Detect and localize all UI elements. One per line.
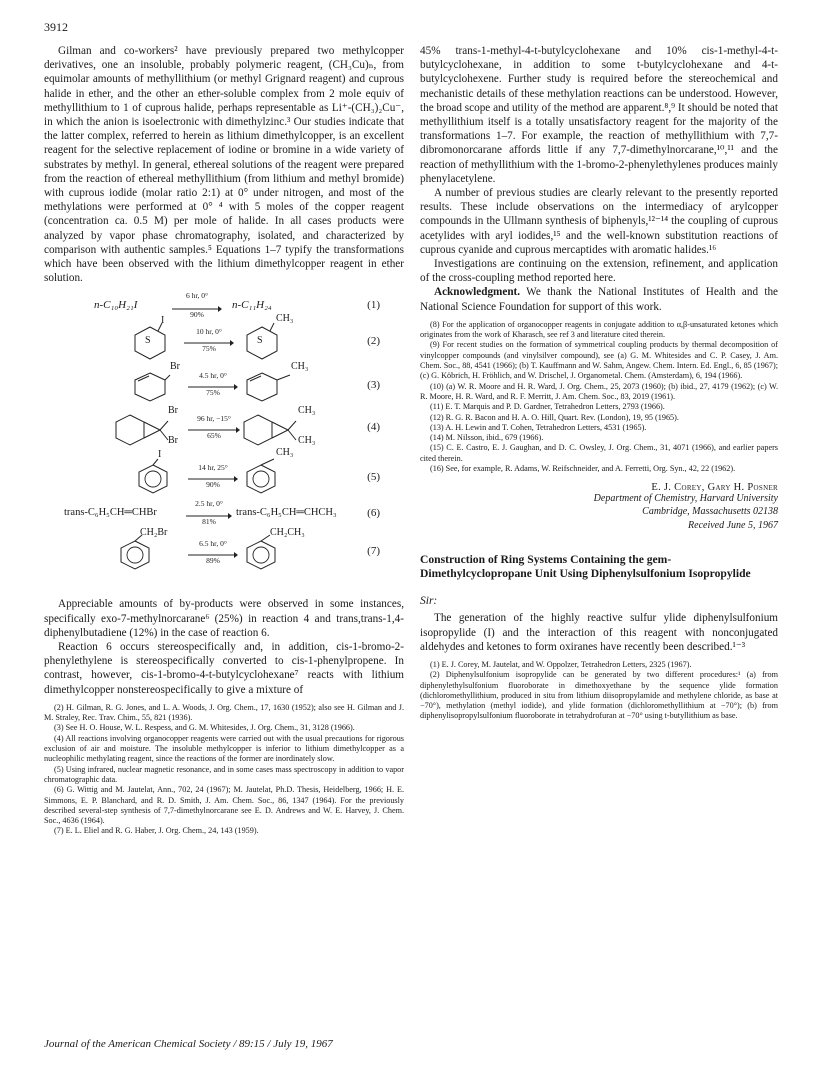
footnote: (15) C. E. Castro, E. J. Gaughan, and D. C. Owsley, J. Org. Chem., 31, 4071 (1966), and earlier papers cited therein. bbox=[420, 443, 778, 463]
eq4-product: CH₃ bbox=[298, 405, 316, 417]
eq2-product-ring-label: S bbox=[257, 335, 263, 347]
eq6-cond-bottom: 81% bbox=[202, 517, 216, 527]
communication-title: Construction of Ring Systems Containing the gem-Dimethylcyclopropane Unit Using Diphenylsulfonium Isopropylide bbox=[420, 553, 751, 581]
eq3-product: CH₃ bbox=[291, 361, 309, 373]
acknowledgment-text: We thank the National Institutes of Health and the National Science Foundation for support of this work. bbox=[420, 286, 778, 313]
eq4-cond-bottom: 65% bbox=[207, 431, 221, 441]
footnote: (5) Using infrared, nuclear magnetic resonance, and in some cases mass spectroscopy in addition to vapor chromatographic data. bbox=[44, 764, 404, 784]
footnote: (4) All reactions involving organocopper reagents were carried out with the usual precautions for rigorous exclusion of air and moisture. The insoluble methylcopper is inferior to lithium dimethylcopper as a nucleophilic methylating reagent, since the reactions of the former are inordinately slow. bbox=[44, 733, 404, 764]
eq1-cond-top: 6 hr, 0° bbox=[185, 291, 209, 301]
eq3-number: (3) bbox=[367, 379, 380, 392]
footnote: (2) Diphenylsulfonium isopropylide can be generated by two different procedures:¹ (a) from diphenylethylsulfonium fluoroborate in dimethoxyethane by the sequence ylide formation (dichloromethyllithium, produced in situ from lithium diisopropylamide and methylene chloride, as base at −70°), methylation (methyl iodide), and ylide formation (dichloromethyllithium at −70°); (b) from diphenylisopropylsulfonium fluoroborate in tetrahydrofuran at −70° using t-butyllithium as base. bbox=[420, 670, 778, 721]
footnote: (16) See, for example, R. Adams, W. Reifschneider, and A. Ferretti, Org. Syn., 42, 22 (1962). bbox=[430, 464, 736, 474]
eq6-product: trans-C₆H₅CH═CHCH₃ bbox=[236, 507, 337, 519]
eq4-reactant: Br bbox=[168, 405, 178, 417]
body-paragraph: 45% trans-1-methyl-4-t-butylcyclohexane and 10% cis-1-methyl-4-t-butylcyclohexane, in addition to some t-butylcyclohexane and 4-t-butylcyclohexene. Further study is required before the stereochemical and mechanistic details of these methylation reactions can be understood. However, the broad scope and utility of the method are apparent.⁸,⁹ It should be noted that methyllithium itself is a totally unsatisfactory reagent for the majority of the transformations 1–7. For example, the reaction of methyllithium with 7,7-dibromonorcarane affords little if any 7,7-dimethylnorcarane,¹⁰,¹¹ and the reaction of methyllithium with the 1-bromo-2-phenylethylenes produces mainly phenylacetylene. bbox=[420, 45, 778, 185]
acknowledgment-heading: Acknowledgment. bbox=[434, 286, 521, 299]
affiliation-address: Cambridge, Massachusetts 02138 bbox=[642, 505, 778, 517]
journal-footer: Journal of the American Chemical Society / 89:15 / July 19, 1967 bbox=[44, 1038, 333, 1050]
footnote: (13) A. H. Lewin and T. Cohen, Tetrahedron Letters, 4531 (1965). bbox=[430, 422, 647, 432]
salutation: Sir: bbox=[420, 595, 438, 608]
body-paragraph: The generation of the highly reactive sulfur ylide diphenylsulfonium isopropylide (I) and the interaction of this reagent with nonconjugated aldehydes and ketones to form oxiranes have recently been described.¹⁻³ bbox=[420, 612, 778, 653]
body-paragraph: Appreciable amounts of by-products were observed in some instances, specifically exo-7-methylnorcarane⁶ (25%) in reaction 4 and trans,trans-1,4-diphenylbutadiene (12%) in the case of reaction 6. bbox=[44, 598, 404, 639]
norcarane-ring-icon bbox=[116, 413, 172, 447]
footnote: (6) G. Wittig and M. Jautelat, Ann., 702, 24 (1967); M. Jautelat, Ph.D. Thesis, Heidelberg, 1966; H. E. Simmons, E. P. Blanchard, and R. D. Smith, J. Am. Chem. Soc., 86, 1347 (1964). For the previously described several-step synthesis of 7,7-dimethylnorcarane see E. D. Andrews and W. E. Harvey, J. Chem. Soc., 4636 (1964). bbox=[44, 785, 404, 826]
eq2-cond-top: 10 hr, 0° bbox=[196, 327, 222, 337]
body-paragraph: Reaction 6 occurs stereospecifically and, in addition, cis-1-bromo-2-phenylethylene is stereospecifically converted to cis-1-phenylpropene. In contrast, however, cis-1-bromo-4-t-butylcyclohexane⁷ reacts with lithium dimethylcopper nonstereospecifically to give a mixture of bbox=[44, 641, 404, 696]
eq5-cond-bottom: 90% bbox=[206, 480, 220, 490]
footnote: (7) E. L. Eliel and R. G. Haber, J. Org. Chem., 24, 143 (1959). bbox=[54, 826, 259, 836]
acknowledgment bbox=[420, 285, 778, 313]
body-paragraph: A number of previous studies are clearly relevant to the presently reported results. These include observations on the intermediacy of arylcopper compounds in the Ullmann synthesis of biphenyls,¹²⁻¹⁴ the coupling of cuprous acetylides with aryl iodides,¹⁵ and the well-known substitution reactions of cuprous cyanide and cuprous mercaptides with aromatic halides.¹⁶ bbox=[420, 187, 778, 256]
eq1-cond-bottom: 90% bbox=[190, 310, 204, 320]
cyclohexene-product-icon bbox=[244, 371, 280, 403]
left-column bbox=[44, 44, 404, 837]
eq7-product: CH₂CH₃ bbox=[270, 527, 305, 539]
eq7-number: (7) bbox=[367, 545, 380, 558]
benzyl-bromide-ring-icon bbox=[118, 539, 158, 571]
eq2-number: (2) bbox=[367, 335, 380, 348]
footnote: (12) R. G. R. Bacon and H. A. O. Hill, Quart. Rev. (London), 19, 95 (1965). bbox=[430, 412, 679, 422]
affiliation: Department of Chemistry, Harvard University bbox=[593, 493, 778, 505]
footnote: (11) E. T. Marquis and P. D. Gardner, Tetrahedron Letters, 2793 (1966). bbox=[430, 402, 665, 412]
equations-block bbox=[44, 291, 404, 591]
eq6-reactant: trans-C₆H₅CH═CHBr bbox=[64, 507, 157, 519]
eq7-reactant: CH₂Br bbox=[140, 527, 168, 539]
footnote: (14) M. Nilsson, ibid., 679 (1966). bbox=[430, 433, 544, 443]
benzene-ring-icon bbox=[136, 463, 170, 495]
dimethylnorcarane-icon bbox=[244, 413, 300, 447]
footnote: (9) For recent studies on the formation of symmetrical coupling products by thermal decomposition of vinylcopper compounds (and vinylsilver compound), see (a) G. M. Whitesides and C. P. Casey, J. Am. Chem. Soc., 88, 4541 (1966); (b) T. Kauffmann and W. Sahm, Angew. Chem. Intern. Ed. Engl., 6, 85 (1967); (c) G. Köbrich, H. Fröhlich, and W. Drischel, J. Organometal. Chem. (Amsterdam), 6, 194 (1966). bbox=[420, 340, 778, 381]
eq2-cond-bottom: 75% bbox=[202, 344, 216, 354]
eq4-reactant2: Br bbox=[168, 435, 178, 447]
eq2-ring-label: S bbox=[145, 335, 151, 347]
right-column bbox=[420, 44, 778, 722]
footnotes-left bbox=[44, 703, 404, 837]
eq4-cond-top: 96 hr, −15° bbox=[197, 414, 231, 424]
eq4-product2: CH₃ bbox=[298, 435, 316, 447]
cyclohexene-ring-icon bbox=[132, 371, 168, 403]
footnotes-next bbox=[420, 660, 778, 722]
eq3-cond-bottom: 75% bbox=[206, 388, 220, 398]
body-paragraph: Gilman and co-workers² have previously prepared two methylcopper derivatives, one an insoluble, probably polymeric reagent, (CH₃Cu)ₙ, from equimolar amounts of methyllithium (or methyl Grignard reagent) and cuprous halide in ether, and the other an ether-soluble complex from 2 mole equiv of methyllithium to 1 of cuprous halide, perhaps representable as Li⁺-(CH₃)₂Cu⁻, in which the anion is isoelectronic with dimethylzinc.³ Our studies indicate that the latter complex, referred to herein as lithium dimethylcopper, is an excellent reagent for the selective replacement of iodine or bromine in a wide variety of substrates by methyl. In general, ethereal solutions of the reagent were prepared from the reaction of ethereal methyllithium (from lithium and methyl bromide) with cuprous iodide (molar ratio 2:1) at 0° under nitrogen, and most of the methylations were performed at 0° ⁴ with 5 moles of the copper reagent (concentration ca. 0.5 M) per mole of halide. In all cases products were analyzed by vapor phase chromatography, isolated, and characterized by comparison with authentic samples.⁵ Equations 1–7 typify the transformations which have been observed with the lithium dimethylcopper reagent in ether solution. bbox=[44, 45, 404, 285]
eq1-number: (1) bbox=[367, 299, 380, 312]
authors: E. J. Corey, Gary H. Posner bbox=[651, 482, 778, 494]
received-date: Received June 5, 1967 bbox=[688, 520, 778, 532]
footnote: (3) See H. O. House, W. L. Respess, and G. M. Whitesides, J. Org. Chem., 31, 3128 (1966). bbox=[54, 723, 355, 733]
eq7-cond-bottom: 89% bbox=[206, 556, 220, 566]
eq1-product: n-C₁₁H₂₄ bbox=[232, 299, 272, 312]
eq2-reactant: I bbox=[161, 315, 165, 327]
eq6-cond-top: 2.5 hr, 0° bbox=[195, 499, 223, 509]
eq2-product: CH₃ bbox=[276, 313, 294, 325]
eq5-cond-top: 14 hr, 25° bbox=[198, 463, 228, 473]
eq1-reactant: n-C₁₀H₂₁I bbox=[94, 299, 138, 312]
eq5-product: CH₃ bbox=[276, 447, 294, 459]
eq3-cond-top: 4.5 hr, 0° bbox=[199, 371, 227, 381]
page-number: 3912 bbox=[44, 20, 68, 34]
ethylbenzene-ring-icon bbox=[244, 539, 284, 571]
eq4-number: (4) bbox=[367, 421, 380, 434]
eq5-number: (5) bbox=[367, 471, 380, 484]
eq6-number: (6) bbox=[367, 507, 380, 520]
eq5-reactant: I bbox=[158, 449, 162, 461]
toluene-ring-icon bbox=[244, 463, 278, 495]
eq3-reactant: Br bbox=[170, 361, 180, 373]
body-paragraph: Investigations are continuing on the extension, refinement, and application of the cross-coupling method reported here. bbox=[420, 258, 778, 285]
footnote: (2) H. Gilman, R. G. Jones, and L. A. Woods, J. Org. Chem., 17, 1630 (1952); also see H. Gilman and J. M. Straley, Rec. Trav. Chim., 55, 821 (1936). bbox=[44, 702, 404, 723]
footnotes-right bbox=[420, 320, 778, 474]
footnote: (1) E. J. Corey, M. Jautelat, and W. Oppolzer, Tetrahedron Letters, 2325 (1967). bbox=[430, 659, 692, 669]
eq7-cond-top: 6.5 hr, 0° bbox=[199, 539, 227, 549]
footnote: (10) (a) W. R. Moore and H. R. Ward, J. Org. Chem., 25, 2073 (1960); (b) ibid., 27, 4179 (1962); (c) W. R. Moore, H. R. Ward, and R. F. Merritt, J. Am. Chem. Soc., 83, 2019 (1961). bbox=[420, 381, 778, 401]
footnote: (8) For the application of organocopper reagents in conjugate addition to α,β-unsaturated ketones which originates from the work of Kharasch, see ref 3 and literature cited therein. bbox=[420, 319, 778, 340]
